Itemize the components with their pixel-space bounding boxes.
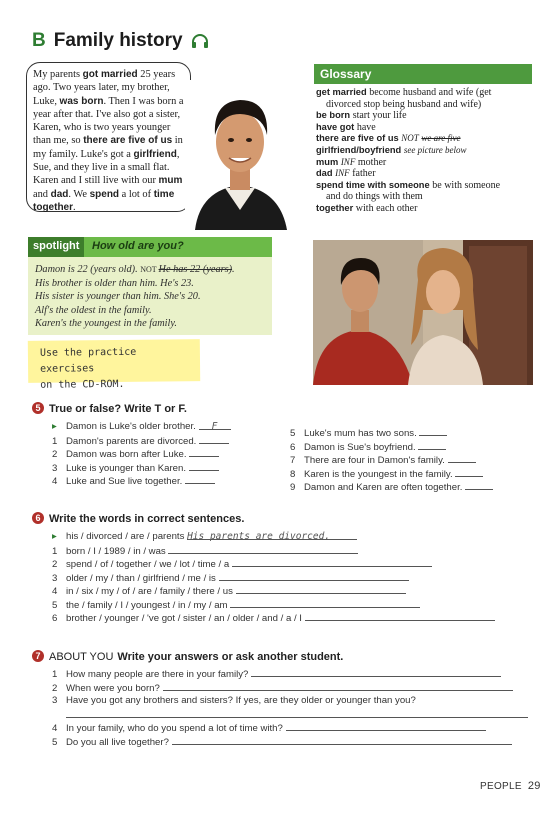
headphones-icon[interactable] <box>191 34 209 48</box>
list-item: 4 Luke and Sue live together. <box>52 474 282 488</box>
page-footer <box>480 780 541 792</box>
answer-field[interactable] <box>455 467 483 477</box>
exercise-6-heading: 6 Write the words in correct sentences. <box>32 512 244 525</box>
answer-field[interactable] <box>448 453 476 463</box>
glossary-title: Glossary <box>314 64 532 84</box>
answer-field[interactable] <box>199 434 229 444</box>
list-item: 3 Luke is younger than Karen. <box>52 461 282 475</box>
list-item: 5 Do you all live together? <box>52 735 532 749</box>
answer-field[interactable] <box>219 571 409 581</box>
spotlight-tag: spotlight <box>28 237 84 257</box>
spotlight-body: Damon is 22 (years old). NOT He has 22 (years). His brother is older than him. He's 23. His sister is younger than him. She's 20. Alf's the oldest in the family. Karen's the youngest in the family. <box>28 257 272 335</box>
list-item: 4 in / six / my / of / are / family / there / us <box>52 584 532 598</box>
list-item: 3 older / my / than / girlfriend / me / is <box>52 571 532 585</box>
list-item: 1 How many people are there in your family? <box>52 667 532 681</box>
answer-field[interactable] <box>418 440 446 450</box>
exercise-5-left <box>52 420 282 488</box>
answer-field[interactable] <box>66 708 528 718</box>
list-item: 8 Karen is the youngest in the family. <box>290 467 530 481</box>
list-item: 2 spend / of / together / we / lot / time / a <box>52 557 532 571</box>
section-heading: Family history <box>53 30 183 51</box>
section-letter: B <box>32 30 46 51</box>
answer-field[interactable] <box>189 447 219 457</box>
exercise-7-number: 7 <box>32 650 44 662</box>
list-item: 5 the / family / I / youngest / in / my / am <box>52 598 532 612</box>
footer-section: PEOPLE <box>480 781 522 792</box>
speech-bubble: My parents got married 25 years ago. Two years later, my brother, Luke, was born. Then I was born a year after that. I've also got a sister, Karen, who is two years younger than me, so there are five of us in my family. Luke's got a girlfriend, Sue, and they live in a small flat. Karen and I still live with our mum and dad. We spend a lot of time together. <box>26 62 191 212</box>
list-item: 4 In your family, who do you spend a lot of time with? <box>52 721 532 735</box>
list-item: 1 born / I / 1989 / in / was <box>52 544 532 558</box>
exercise-6-number: 6 <box>32 512 44 524</box>
list-item: ▸ his / divorced / are / parents His parents are divorced. <box>52 530 532 544</box>
answer-field[interactable] <box>236 584 406 594</box>
list-item: 9 Damon and Karen are often together. <box>290 480 530 494</box>
list-item: 5 Luke's mum has two sons. <box>290 426 530 440</box>
list-item: 3 Have you got any brothers and sisters? If yes, are they older or younger than you? <box>52 695 416 706</box>
list-item-continuation <box>52 708 532 722</box>
list-item: 6 brother / younger / 've got / sister / an / older / and / a / I <box>52 611 532 625</box>
exercise-5-right <box>290 420 530 494</box>
answer-field[interactable] <box>185 474 215 484</box>
list-item: 2 When were you born? <box>52 681 532 695</box>
list-item: 6 Damon is Sue's boyfriend. <box>290 440 530 454</box>
answer-field[interactable] <box>163 681 513 691</box>
page-number: 29 <box>527 780 541 792</box>
answer-field[interactable] <box>172 735 512 745</box>
answer-field[interactable]: His parents are divorced. <box>187 530 357 540</box>
list-item: 1 Damon's parents are divorced. <box>52 434 282 448</box>
answer-field[interactable] <box>232 557 432 567</box>
answer-field[interactable] <box>230 598 420 608</box>
answer-field[interactable] <box>465 480 493 490</box>
answer-field[interactable] <box>251 667 501 677</box>
exercise-7-list <box>52 667 532 748</box>
answer-field[interactable] <box>168 544 358 554</box>
answer-field[interactable] <box>419 426 447 436</box>
exercise-7-heading: 7 ABOUT YOU Write your answers or ask another student. <box>32 650 343 663</box>
section-title <box>32 30 209 52</box>
photo-couple <box>313 240 533 385</box>
glossary-list: get married become husband and wife (get divorced stop being husband and wife) be born start your life have got have there are five of us NOT we are five girlfriend/boyfriend see picture below mum INF mother dad INF father spend time with someone be with someone and do things with them together with each other <box>316 87 501 214</box>
exercise-5-heading: 5 True or false? Write T or F. <box>32 402 187 415</box>
answer-field[interactable]: F <box>199 420 231 430</box>
photo-damon <box>185 80 295 230</box>
cd-rom-note: Use the practice exercises on the CD-ROM. <box>28 339 200 383</box>
answer-field[interactable] <box>305 611 495 621</box>
spotlight-question: How old are you? <box>92 240 184 252</box>
exercise-5-number: 5 <box>32 402 44 414</box>
answer-field[interactable] <box>286 721 486 731</box>
list-item: ▸ Damon is Luke's older brother. F <box>52 420 282 434</box>
list-item: 7 There are four in Damon's family. <box>290 453 530 467</box>
list-item: 2 Damon was born after Luke. <box>52 447 282 461</box>
answer-field[interactable] <box>189 461 219 471</box>
exercise-6-list <box>52 530 532 625</box>
